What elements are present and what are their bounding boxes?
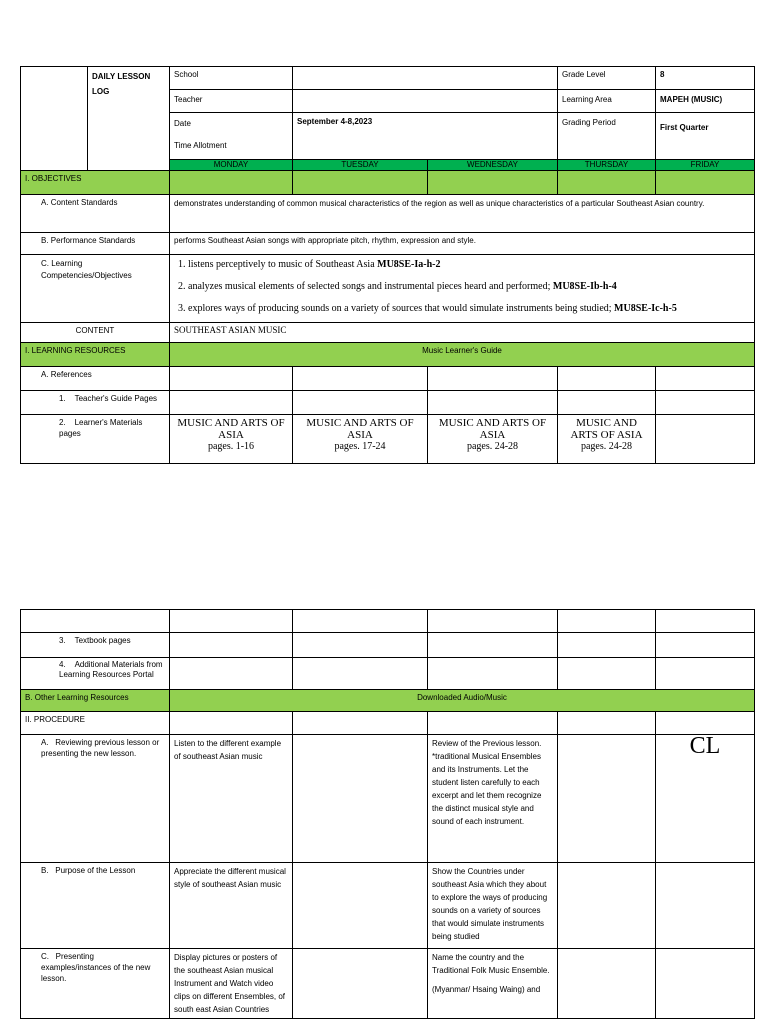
grading-period-label: Grading Period: [558, 113, 656, 160]
objectives-friday: [656, 171, 755, 195]
cell: [656, 610, 755, 633]
cell: [558, 712, 656, 735]
objectives-wednesday: [428, 171, 558, 195]
learner-materials-label: 2. Learner's Materials pages: [21, 415, 170, 464]
procedure-b-label: B. Purpose of the Lesson: [21, 863, 170, 949]
procedure-a-wednesday: Review of the Previous lesson. *traditional Musical Ensembles and its Instruments. Let the student listen carefully to each excerpt and let them recognize the distinct musical style and sound of each instrument.: [428, 735, 558, 863]
competency-item: 1. listens perceptively to music of Southeast Asia MU8SE-Ia-h-2: [188, 259, 750, 271]
performance-standards-text: performs Southeast Asian songs with appropriate pitch, rhythm, expression and style.: [170, 233, 755, 255]
school-label: School: [170, 67, 293, 90]
school-value[interactable]: [293, 67, 558, 90]
procedure-label: II. PROCEDURE: [21, 712, 170, 735]
learner-material-friday: [656, 415, 755, 464]
cell: [293, 391, 428, 415]
cell: [656, 712, 755, 735]
procedure-c-thursday: [558, 949, 656, 1019]
competencies-cell: [170, 255, 755, 323]
grade-level-label: Grade Level: [558, 67, 656, 90]
procedure-b-friday: [656, 863, 755, 949]
learner-material-tuesday: MUSIC AND ARTS OF ASIA pages. 17-24: [293, 415, 428, 464]
teacher-value[interactable]: [293, 90, 558, 113]
procedure-c-monday: Display pictures or posters of the southeast Asian musical Instrument and Watch video clips on different Ensembles, of south east Asian Countries: [170, 949, 293, 1019]
additional-materials-label: 4. Additional Materials from Learning Resources Portal: [21, 658, 170, 690]
log-title: DAILY LESSON LOG: [88, 67, 170, 171]
cell: [170, 367, 293, 391]
objectives-tuesday: [293, 171, 428, 195]
textbook-label: 3. Textbook pages: [21, 633, 170, 658]
day-header-friday: FRIDAY: [656, 160, 755, 171]
cell: [293, 658, 428, 690]
procedure-c-label: C. Presenting examples/instances of the new lesson.: [21, 949, 170, 1019]
learning-resources-value: Music Learner's Guide: [170, 343, 755, 367]
competencies-label: C. Learning Competencies/Objectives: [21, 255, 170, 323]
cell: [656, 367, 755, 391]
day-header-monday: MONDAY: [170, 160, 293, 171]
objectives-thursday: [558, 171, 656, 195]
day-header-wednesday: WEDNESDAY: [428, 160, 558, 171]
competencies-list: [174, 259, 750, 315]
procedure-c-friday: [656, 949, 755, 1019]
other-resources-label: B. Other Learning Resources: [21, 690, 170, 712]
procedure-b-thursday: [558, 863, 656, 949]
procedure-a-label: A. Reviewing previous lesson or presenting the new lesson.: [21, 735, 170, 863]
lesson-log-table-page2: [20, 609, 755, 1019]
competency-item: 2. analyzes musical elements of selected songs and instrumental pieces heard and performed; MU8SE-Ib-h-4: [188, 281, 750, 293]
teacher-guide-label: 1. Teacher's Guide Pages: [21, 391, 170, 415]
learning-area-label: Learning Area: [558, 90, 656, 113]
competency-item: 3. explores ways of producing sounds on a variety of sources that would simulate instruments being studied; MU8SE-Ic-h-5: [188, 303, 750, 315]
learning-area-value[interactable]: MAPEH (MUSIC): [656, 90, 755, 113]
cell: [170, 610, 293, 633]
cell: [558, 367, 656, 391]
date-label: Date: [174, 119, 191, 128]
cell: [656, 633, 755, 658]
cell: [428, 658, 558, 690]
teacher-label: Teacher: [170, 90, 293, 113]
learning-resources-label: I. LEARNING RESOURCES: [21, 343, 170, 367]
cell: [558, 658, 656, 690]
procedure-c-tuesday: [293, 949, 428, 1019]
objectives-monday: [170, 171, 293, 195]
cell: [293, 610, 428, 633]
cell: [21, 610, 170, 633]
cell: [428, 391, 558, 415]
cell: [293, 712, 428, 735]
cell: [170, 391, 293, 415]
content-standards-text: demonstrates understanding of common musical characteristics of the region as well as unique characteristics of a particular Southeast Asian country.: [170, 195, 755, 233]
day-header-tuesday: TUESDAY: [293, 160, 428, 171]
procedure-b-tuesday: [293, 863, 428, 949]
cell: [293, 633, 428, 658]
learner-material-thursday: MUSIC AND ARTS OF ASIA pages. 24-28: [558, 415, 656, 464]
cell: [656, 658, 755, 690]
content-label: CONTENT: [21, 323, 170, 343]
procedure-b-wednesday: Show the Countries under southeast Asia which they about to explore the ways of producing sounds on a variety of sources that would simulate instruments being studied: [428, 863, 558, 949]
procedure-b-monday: Appreciate the different musical style of southeast Asian music: [170, 863, 293, 949]
grade-level-value[interactable]: 8: [656, 67, 755, 90]
logo-cell: [21, 67, 88, 171]
cell: [170, 658, 293, 690]
cell: [428, 712, 558, 735]
cell: [656, 391, 755, 415]
procedure-c-wednesday: Name the country and the Traditional Folk Music Ensemble. (Myanmar/ Hsaing Waing) and: [428, 949, 558, 1019]
date-time-labels: [170, 113, 293, 160]
cell: [558, 391, 656, 415]
cell: [428, 367, 558, 391]
cell: [558, 610, 656, 633]
references-label: A. References: [21, 367, 170, 391]
cell: [170, 633, 293, 658]
procedure-a-thursday: [558, 735, 656, 863]
procedure-a-monday: Listen to the different example of southeast Asian music: [170, 735, 293, 863]
content-standards-label: A. Content Standards: [21, 195, 170, 233]
cell: [558, 633, 656, 658]
procedure-a-friday: CL: [656, 735, 755, 863]
content-value: SOUTHEAST ASIAN MUSIC: [170, 323, 755, 343]
cell: [428, 633, 558, 658]
day-header-thursday: THURSDAY: [558, 160, 656, 171]
grading-period-value[interactable]: First Quarter: [656, 113, 755, 160]
date-value[interactable]: September 4-8,2023: [293, 113, 558, 160]
time-allotment-label: Time Allotment: [174, 141, 227, 150]
learner-material-monday: MUSIC AND ARTS OF ASIA pages. 1-16: [170, 415, 293, 464]
objectives-label: I. OBJECTIVES: [21, 171, 170, 195]
cell: [170, 712, 293, 735]
cell: [428, 610, 558, 633]
performance-standards-label: B. Performance Standards: [21, 233, 170, 255]
learner-material-wednesday: MUSIC AND ARTS OF ASIA pages. 24-28: [428, 415, 558, 464]
cell: [293, 367, 428, 391]
procedure-a-tuesday: [293, 735, 428, 863]
other-resources-value: Downloaded Audio/Music: [170, 690, 755, 712]
lesson-log-table-page1: [20, 66, 755, 464]
